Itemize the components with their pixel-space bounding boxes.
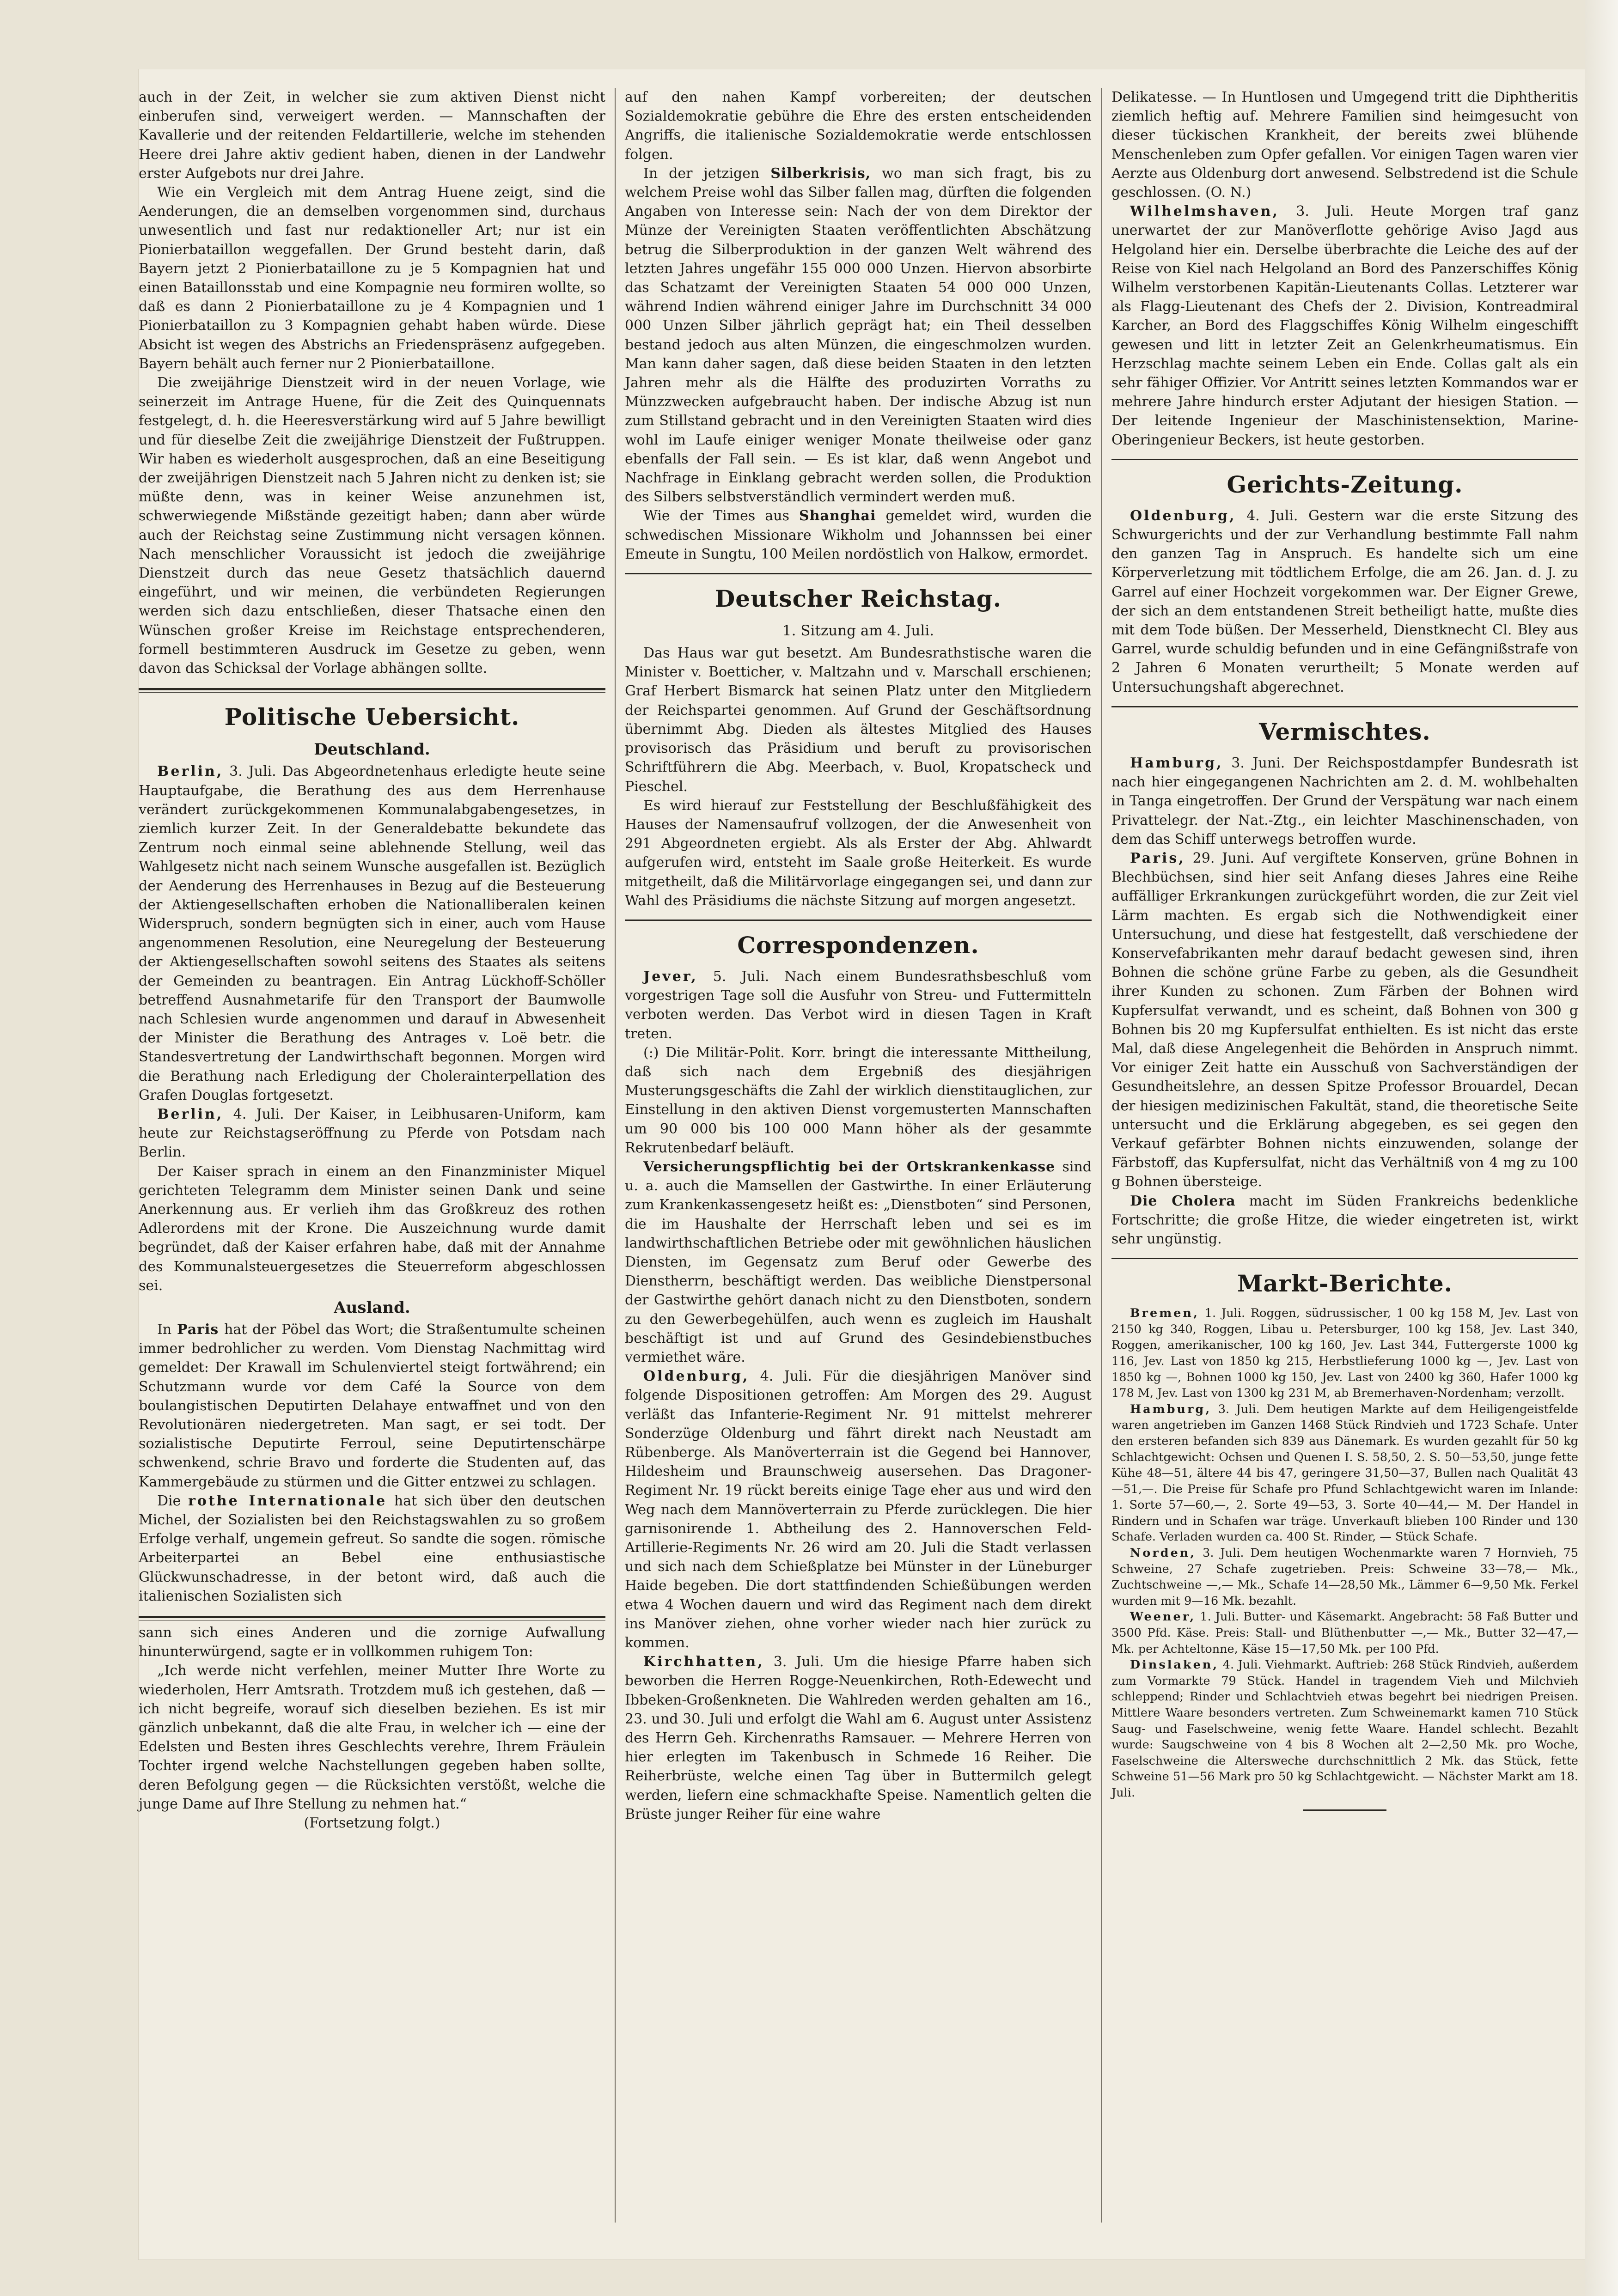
market-report-item <box>1111 1401 1578 1545</box>
news-text: 1. Juli. Butter- und Käsemarkt. Angebracht: 58 Faß Butter und 3500 Pfd. Käse. Preis: Stall- und Blüthenbutter —,— Mk., Butter 32—47,— Mk. per Achteltonne, Käse 15—17,50 Mk. per 100 Pfd. <box>1111 1610 1578 1656</box>
news-item-berlin-2 <box>139 1105 605 1162</box>
news-text: Wie der Times aus <box>643 508 800 524</box>
news-text: 3. Juli. Dem heutigen Markte auf dem Heiligengeistfelde waren angetrieben im Ganzen 1468 Stück Rindvieh und 1723 Schafe. Unter den ersteren befanden sich 839 aus Dänemark. Es wurden gezahlt für 50 kg Schlachtgewicht: Ochsen und Quenen I. S. 58,50, 2. S. 50—53,50, junge fette Kühe 48—51, ältere 44 bis 47, geringere 31,50—37, Bullen nach Qualität 43—51,—. Die Preise für Schafe pro Pfund Schlachtgewicht waren im Inlande: 1. Sorte 57—60,—, 2. Sorte 49—53, 3. Sorte 40—44,— M. Der Handel in Rindern und in Schafen war träge. Unverkauft blieben 100 Rinder und 130 Schafe. Verladen wurden ca. 400 St. Rinder, — Stück Schafe. <box>1111 1402 1578 1544</box>
news-item-hamburg <box>1111 754 1578 849</box>
dateline-place: Paris, <box>1130 850 1185 866</box>
news-item-gericht-oldenburg <box>1111 506 1578 697</box>
section-rule <box>1111 1258 1578 1259</box>
market-report-item <box>1111 1305 1578 1401</box>
section-heading-correspondenzen: Correspondenzen. <box>737 931 979 959</box>
news-text: 3. Juli. Das Abgeordnetenhaus erledigte heute seine Hauptaufgabe, die Berathung des aus dem Herrenhause verändert zurückgekommenen Kommunalabgabengesetzes, in ziemlich kurzer Zeit. In der Generaldebatte bekundete das Zentrum noch einmal seine ablehnende Stellung, weil das Wahlgesetz nicht nach seinem Wunsche ausgefallen ist. Bezüglich der Aenderung des Herrenhauses in Bezug auf die Besteuerung der Aktiengesellschaften erhoben die Nationalliberalen keinen Widerspruch, sondern begnügten sich in einer, auch vom Hause angenommenen Resolution, eine Neuregelung der Besteuerung der Aktiengesellschaften sowohl seitens des Staates als seitens der Gemeinden zu beantragen. Ein Antrag Lückhoff-Schöller betreffend Ausnahmetarife für den Transport der Baumwolle nach Schlesien wurde angenommen und darauf in Abwesenheit der Minister die Berathung des Antrages v. Loë betr. die Standesvertretung der Landwirthschaft begonnen. Morgen wird die Berathung nach Erledigung der Cholerainterpellation des Grafen Douglas fortgesetzt. <box>139 763 605 1103</box>
news-item-internationale <box>139 1492 605 1606</box>
dateline-place: Hamburg, <box>1130 1402 1212 1416</box>
news-item-silberkrisis <box>625 164 1092 507</box>
news-text: In der jetzigen <box>643 165 771 182</box>
section-rule <box>1111 706 1578 707</box>
dateline-place: Dinslaken, <box>1130 1658 1219 1672</box>
dateline-place: Kirchhatten, <box>643 1654 764 1670</box>
market-report-item <box>1111 1545 1578 1609</box>
keyword-bold: Silberkrisis, <box>770 165 871 182</box>
subheading-ausland: Ausland. <box>334 1298 410 1317</box>
news-text: 3. Juli. Dem heutigen Wochenmarkte waren 7 Hornvieh, 75 Schweine, 27 Schafe zugetrieben. Preis: Schweine 33—78,— Mk., Zuchtschweine —,— Mk., Schafe 14—28,50 Mk., Lämmer 6—9,50 Mk. Ferkel wurden mit 9—16 Mk. bezahlt. <box>1111 1546 1578 1608</box>
news-text: 5. Juli. Nach einem Bundesrathsbeschluß vom vorgestrigen Tage soll die Ausfuhr von Streu- und Futtermitteln verboten werden. Das Verbot wird in diesen Tagen in Kraft treten. <box>625 968 1092 1042</box>
market-report-item <box>1111 1609 1578 1657</box>
news-item-kaiser: Der Kaiser sprach in einem an den Finanzminister Miquel gerichteten Telegramm dem Minister seinen Dank und seine Anerkennung aus. Er verlieh ihm das Großkreuz des rothen Adlerordens mit der Krone. Die Auszeichnung wurde damit begründet, daß der Kaiser erfahren habe, daß mit der Annahme des Kommunalsteuergesetzes die Steuerreform abgeschlossen sei. <box>139 1163 605 1294</box>
market-reports <box>1111 1305 1578 1801</box>
dateline-place: Hamburg, <box>1130 755 1223 771</box>
market-report-item <box>1111 1657 1578 1801</box>
feuilleton-rule <box>139 1616 605 1620</box>
continuation-note: (Fortsetzung folgt.) <box>304 1815 440 1832</box>
column-divider <box>1101 88 1102 2223</box>
dateline-place: Norden, <box>1130 1546 1197 1560</box>
article-paragraph: Wie ein Vergleich mit dem Antrag Huene zeigt, sind die Aenderungen, die an demselben vorgenommen sind, durchaus unwesentlich und fast nur redaktioneller Art; nur ist ein Pionierbataillon weggefallen. Der Grund besteht darin, daß Bayern jetzt 2 Pionierbataillone zu je 5 Kompagnien hat und einen Bataillonsstab und eine Kompagnie neu formiren wollte, so daß es dann 2 Pionierbataillone zu je 4 Kompagnien und 1 Pionierbataillon zu 3 Kompagnien gehabt haben würde. Diese Absicht ist wegen des Abstrichs an Friedenspräsenz aufgegeben. Bayern behält auch ferner nur 2 Pionierbataillone. <box>139 184 605 372</box>
news-item-jever <box>625 967 1092 1043</box>
news-item-versicherung <box>625 1157 1092 1367</box>
keyword-bold: rothe Internationale <box>188 1492 387 1509</box>
news-text: 3. Juli. Heute Morgen traf ganz unerwartet der zur Manöverflotte gehörige Aviso Jagd aus Helgoland hier ein. Derselbe überbrachte die Leiche des auf der Reise von Kiel nach Helgoland an Bord des Panzerschiffes König Wilhelm verstorbenen Kapitän-Lieutenants Collas. Letzterer war als Flagg-Lieutenant des Chefs der 2. Division, Kontreadmiral Karcher, an Bord des Flaggschiffes König Wilhelm eingeschifft gewesen und litt in letzter Zeit an Gelenkrheumatismus. Ein Herzschlag machte seinem Leben ein Ende. Collas galt als ein sehr fähiger Offizier. Vor Antritt seines letzten Kommandos war er mehrere Jahre hindurch erster Adjutant der hiesigen Station. — Der leitende Ingenieur der Maschinistensektion, Marine-Oberingenieur Beckers, ist heute gestorben. <box>1111 203 1578 448</box>
news-item-paris-konserven <box>1111 849 1578 1192</box>
dateline-place: Jever, <box>643 968 698 985</box>
column-2 <box>625 88 1092 1824</box>
news-text: 4. Juli. Für die diesjährigen Manöver sind folgende Dispositionen getroffen: Am Morgen des 29. August verläßt das Infanterie-Regiment Nr. 91 mittelst mehrerer Sonderzüge Oldenburg und fährt direkt nach Neustadt am Rübenberge. Als Manöverterrain ist die Gegend bei Hannover, Hildesheim und Braunschweig ausersehen. Das Dragoner-Regiment Nr. 19 rückt bereits einige Tage eher aus und wird den Weg nach dem Mannöverterrain zu Pferde zurücklegen. Die hier garnisonirende 1. Abtheilung des 2. Hannoverschen Feld-Artillerie-Regiments Nr. 26 wird am 20. Juli die Stadt verlassen und sich nach dem Schießplatze bei Münster in der Lüneburger Haide begeben. Die dort stattfindenden Schießübungen werden etwa 4 Wochen dauern und wird das Regiment nach dem direkt ins Manöver ziehen, ohne vorher wieder nach hier zurück zu kommen. <box>625 1368 1092 1651</box>
news-text: wo man sich fragt, bis zu welchem Preise wohl das Silber fallen mag, dürften die folgenden Angaben von Interesse sein: Nach der von dem Direktor der Münze der Vereinigten Staaten veröffentlichten Abschätzung betrug die Silberproduktion in der ganzen Welt während des letzten Jahres ungefähr 155 000 000 Unzen. Hiervon absorbirte das Schatzamt der Vereinigten Staaten 54 000 000 Unzen, während Indien während einiger Jahre im Durchschnitt 34 000 000 Unzen Silber jährlich geprägt hat; ein Theil desselben bestand jedoch aus alten Münzen, die eingeschmolzen wurden. Man kann daher sagen, daß diese beiden Staaten in den letzten Jahren mehr als die Hälfte des produzirten Vorraths zu Münzzwecken aufgebraucht haben. Der indische Abzug ist nun zum Stillstand gebracht und in den Vereinigten Staaten wird dies wohl im Laufe einiger weniger Monate theilweise oder ganz ebenfalls der Fall sein. — Es ist klar, daß wenn Angebot und Nachfrage in Einklang gebracht werden sollen, die Produktion des Silbers selbstverständlich vermindert werden muß. <box>625 165 1092 505</box>
article-paragraph: Die zweijährige Dienstzeit wird in der neuen Vorlage, wie seinerzeit im Antrage Huene, für die Zeit des Quinquennats festgelegt, d. h. die Heeresverstärkung wird auf 5 Jahre bewilligt und für dieselbe Zeit die zweijährige Dienstzeit der Fußtruppen. Wir haben es wiederholt ausgesprochen, daß an eine Beseitigung der zweijährigen Dienstzeit nach 5 Jahren nicht zu denken ist; sie müßte denn, was in keiner Weise anzunehmen ist, schwerwiegende Mißstände gezeitigt haben; dann aber würde auch der Reichstag seine Zustimmung nicht versagen können. Nach menschlicher Voraussicht ist jedoch die zweijährige Dienstzeit durch das neue Gesetz thatsächlich dauernd eingeführt, und wir meinen, die verbündeten Regierungen werden sich dazu entschließen, dieser Thatsache einen den Wünschen großer Kreise im Reichstage entsprechenderen, formell bestimmteren Ausdruck im Gesetze zu geben, wenn davon das Schicksal der Vorlage abhängen sollte. <box>139 375 605 677</box>
news-text: macht im Süden Frankreichs bedenkliche Fortschritte; die große Hitze, die wieder eingetreten ist, wirkt sehr ungünstig. <box>1111 1193 1578 1247</box>
section-heading-vermischtes: Vermischtes. <box>1259 718 1431 745</box>
news-item-militaer: (:) Die Militär-Polit. Korr. bringt die interessante Mittheilung, daß sich nach dem Ergebniß des diesjährigen Musterungsgeschäfts die Zahl der wirklich dienstitauglichen, zur Einstellung in den aktiven Dienst vorgemusterten Mannschaften um 90 000 bis 100 000 Mann höher als der gesammte Rekrutenbedarf beläuft. <box>625 1044 1092 1156</box>
news-text: 3. Juni. Der Reichspostdampfer Bundesrath ist nach hier eingegangenen Nachrichten am 2. d. M. wohlbehalten in Tanga eingetroffen. Der Grund der Verspätung war nach einem Privattelegr. der Nat.-Ztg., ein leichter Maschinenschaden, von dem das Schiff unterwegs betroffen wurde. <box>1111 755 1578 847</box>
page-edge <box>1585 0 1618 2296</box>
session-line: 1. Sitzung am 4. Juli. <box>782 622 934 639</box>
section-rule <box>625 920 1092 921</box>
dateline-place: Berlin, <box>157 763 224 780</box>
feuilleton-paragraph: „Ich werde nicht verfehlen, meiner Mutter Ihre Worte zu wiederholen, Herr Amtsrath. Trotzdem muß ich gestehen, daß — ich nicht begreife, worauf sich dieselben beziehen. Es ist mir gänzlich unbekannt, daß die alte Frau, in welcher ich — eine der Edelsten und Besten ihres Geschlechts verehre, Ihrem Fräulein Tochter irgend welche Nachstellungen gegeben haben sollte, deren Befolgung gegen — die Rücksichten verstößt, welche die junge Dame auf Ihre Stellung zu nehmen hat.“ <box>139 1663 605 1812</box>
news-text: hat der Pöbel das Wort; die Straßentumulte scheinen immer bedrohlicher zu werden. Vom Dienstag Nachmittag wird gemeldet: Der Krawall im Schulenviertel steigt fortwährend; ein Schutzmann wurde vor dem Café la Source von dem boulangistischen Deputirten Delahaye entwaffnet und von den Revolutionären niedergetreten. Man sagt, er sei todt. Der sozialistische Deputirte Ferroul, seine Deputirtenschärpe schwenkend, schrie Bravo und forderte die Studenten auf, das Kammergebäude zu stürmen und die Gitter entzwei zu schlagen. <box>139 1321 605 1490</box>
dateline-place: Wilhelmshaven, <box>1130 203 1279 220</box>
news-text: hat sich über den deutschen Michel, der Sozialisten bei den Reichstagswahlen zu so großem Erfolge verhalf, ungemein gefreut. So sandte die sogen. römische Arbeiterpartei an Bebel eine enthusiastische Glückwunschadresse, in der betont wird, daß auch die italienischen Sozialisten sich <box>139 1492 605 1604</box>
section-rule <box>139 688 605 693</box>
news-item-berlin-1 <box>139 762 605 1105</box>
news-text: In <box>157 1321 177 1338</box>
feuilleton-paragraph: sann sich eines Anderen und die zornige Aufwallung hinunterwürgend, sagte er in vollkommen ruhigem Ton: <box>139 1625 605 1660</box>
article-paragraph: Es wird hierauf zur Feststellung der Beschlußfähigkeit des Hauses der Namensaufruf vollzogen, der die Anwesenheit von 291 Abgeordneten ergiebt. Als als Erster der Abg. Ahlwardt aufgerufen wird, entsteht im Saale große Heiterkeit. Es wurde mitgetheilt, daß die Militärvorlage eingegangen sei, und dann zur Wahl des Präsidiums die nächste Sitzung auf morgen angesetzt. <box>625 797 1092 909</box>
article-paragraph: Delikatesse. — In Huntlosen und Umgegend tritt die Diphtheritis ziemlich heftig auf. Mehrere Familien sind heimgesucht von dieser tückischen Krankheit, der bereits zwei blühende Menschenleben zum Opfer gefallen. Vor einigen Tagen waren vier Aerzte aus Oldenburg dort anwesend. Selbstredend ist die Schule geschlossen. (O. N.) <box>1111 89 1578 201</box>
dateline-place: Oldenburg, <box>643 1368 750 1385</box>
section-rule <box>625 573 1092 574</box>
section-heading-reichstag: Deutscher Reichstag. <box>714 585 1002 613</box>
dateline-place: Berlin, <box>157 1106 224 1122</box>
news-item-paris <box>139 1320 605 1492</box>
news-text: Die <box>157 1492 189 1509</box>
column-divider <box>615 88 616 2223</box>
news-item-oldenburg <box>625 1367 1092 1652</box>
dateline-place: Bremen, <box>1130 1306 1199 1321</box>
section-heading-politische-uebersicht: Politische Uebersicht. <box>224 703 520 731</box>
end-rule <box>1303 1809 1386 1811</box>
column-1 <box>139 88 605 1833</box>
section-rule <box>1111 459 1578 460</box>
news-text: 1. Juli. Roggen, südrussischer, 1 00 kg 158 M, Jev. Last von 2150 kg 340, Roggen, Libau u. Petersburger, 100 kg 158, Jev. Last 340, Roggen, amerikanischer, 100 kg 160, Jev. Last 344, Futtergerste 1000 kg 116, Jev. Last von 1850 kg 215, Herbstlieferung 1000 kg —, Jev. Last von 1850 kg —, Bohnen 1000 kg 150, Jev. Last von 2400 kg 360, Hafer 1000 kg 178 M, Jev. Last von 1300 kg 231 M, ab Bremerhaven-Nordenham; verzollt. <box>1111 1306 1578 1401</box>
newspaper-page <box>139 69 1585 2259</box>
article-paragraph: auf den nahen Kampf vorbereiten; der deutschen Sozialdemokratie gebühre die Ehre des ersten entscheidenden Angriffs, die italienische Sozialdemokratie werde entschlossen folgen. <box>625 89 1092 163</box>
article-paragraph: Das Haus war gut besetzt. Am Bundesrathstische waren die Minister v. Boetticher, v. Maltzahn und v. Marschall erschienen; Graf Herbert Bismarck hat seinen Platz unter den Mitgliedern der Reichspartei genommen. Auf Grund der Geschäftsordnung übernimmt Abg. Dieden als ältestes Mitglied des Hauses provisorisch das Präsidium und beruft zu provisorischen Schriftführern die Abg. Meerbach, v. Buol, Kropatscheck und Pieschel. <box>625 645 1092 795</box>
news-text: 29. Juni. Auf vergiftete Konserven, grüne Bohnen in Blechbüchsen, sind hier seit Anfang dieses Jahres eine Reihe auffälliger Erkrankungen zurückgeführt worden, die zur Zeit viel Lärm machten. Es ergab sich die Nothwendigkeit einer Untersuchung, und diese hat festgestellt, daß verschiedene der Konservefabrikanten mehr darauf bedacht gewesen sind, ihren Bohnen die schöne grüne Farbe zu geben, als die Gesundheit ihrer Kunden zu schonen. Zum Färben der Bohnen wird Kupfersulfat verwandt, und es scheint, daß Bohnen von 300 g Bohnen bis 20 mg Kupfersulfat enthielten. Es ist nicht das erste Mal, daß diese Angelegenheit die Behörden in Anspruch nimmt. Vor einiger Zeit hatte ein Ausschuß von Sachverständigen der Gesundheitslehre, an dessen Spitze Professor Brouardel, Decan der hiesigen medizinischen Fakultät, stand, die theoretische Seite untersucht und die Erklärung abgegeben, es sei gegen den Verkauf gefärbter Bohnen nichts einzuwenden, solange der Färbstoff, das Kupfersulfat, nicht das Verhältniß von 4 mg zu 100 g Bohnen übersteige. <box>1111 850 1578 1190</box>
subheading-deutschland: Deutschland. <box>314 740 430 759</box>
news-item-cholera <box>1111 1192 1578 1249</box>
news-text: 4. Juli. Viehmarkt. Auftrieb: 268 Stück Rindvieh, außerdem zum Vormarkte 79 Stück. Handel in tragendem Vieh und Milchvieh schleppend; Rinder und Schlachtvieh etwas begehrt bei niedrigen Preisen. Mittlere Waare besonders vertreten. Zum Schweinemarkt kamen 710 Stück Saug- und Faselschweine, wenig fette Waare. Handel schlecht. Bezahlt wurde: Saugschweine von 4 bis 8 Wochen alt 2—2,50 Mk. pro Woche, Faselschweine die Altersweche durchschnittlich 2 Mk. das Stück, fette Schweine 51—56 Mark pro 50 kg Schlachtgewicht. — Nächster Markt am 18. Juli. <box>1111 1658 1578 1800</box>
article-paragraph: auch in der Zeit, in welcher sie zum aktiven Dienst nicht einberufen sind, verweigert werden. — Mannschaften der Kavallerie und der reitenden Feldartillerie, welche im stehenden Heere drei Jahre aktiv gedient haben, dienen in der Landwehr erster Aufgebots nur drei Jahre. <box>139 89 605 182</box>
column-3 <box>1111 88 1578 1819</box>
news-text: gemeldet wird, wurden die schwedischen Missionare Wikholm und Johannssen bei einer Emeute in Sungtu, 100 Meilen nordöstlich von Halkow, ermordet. <box>625 508 1092 562</box>
news-item-kirchhatten <box>625 1652 1092 1824</box>
dateline-place: Weener, <box>1130 1610 1196 1624</box>
news-item-wilhelmshaven <box>1111 202 1578 450</box>
news-text: sind u. a. auch die Mamsellen der Gastwirthe. In einer Erläuterung zum Krankenkassengesetz heißt es: „Dienstboten“ sind Personen, die im Haushalte der Herrschaft leben und sei es im landwirthschaftlichen Betriebe oder mit gewöhnlichen häuslichen Diensten, im Gegensatz zum Beruf oder Gewerbe des Dienstherrn, beschäftigt werden. Das weibliche Dienstpersonal der Gastwirthe gehört danach nicht zu den Dienstboten, sondern zu den Gewerbegehülfen, auch wenn es zugleich im Haushalt beschäftigt ist und auf Grund des Gesindebienstbuches vermiethet wäre. <box>625 1158 1092 1365</box>
keyword-bold: Die Cholera <box>1130 1193 1236 1209</box>
news-text: 4. Juli. Der Kaiser, in Leibhusaren-Uniform, kam heute zur Reichstagseröffnung zu Pferde von Potsdam nach Berlin. <box>139 1106 605 1161</box>
news-item-shanghai <box>625 506 1092 564</box>
news-text: 3. Juli. Um die hiesige Pfarre haben sich beworben die Herren Rogge-Neuenkirchen, Roth-Edewecht und Ibbeken-Großenkneten. Die Wahlreden werden gehalten am 16., 23. und 30. Juli und erfolgt die Wahl am 6. August unter Assistenz des Herrn Geh. Kirchenraths Ramsauer. — Mehrere Herren von hier erlegten im Takenbusch in Schmede 16 Reiher. Die Reiherbrüste, welche einen Tag über in Buttermilch gelegt werden, liefern eine schmackhafte Speise. Namentlich gelten die Brüste junger Reiher für eine wahre <box>625 1654 1092 1822</box>
section-heading-markt-berichte: Markt-Berichte. <box>1237 1270 1453 1297</box>
keyword-bold: Shanghai <box>799 508 876 524</box>
dateline-place: Oldenburg, <box>1130 507 1236 524</box>
section-heading-gerichts-zeitung: Gerichts-Zeitung. <box>1227 470 1463 498</box>
dateline-place: Paris <box>177 1321 219 1338</box>
keyword-bold: Versicherungspflichtig bei der Ortskrankenkasse <box>643 1158 1056 1175</box>
news-text: 4. Juli. Gestern war die erste Sitzung des Schwurgerichts und der zur Verhandlung bestimmte Fall nahm den ganzen Tag in Anspruch. Es handelte sich um eine Körperverletzung mit tödtlichem Erfolge, die am 26. Jan. d. J. zu Garrel auf einer Hochzeit vorgekommen war. Der Eigner Grewe, der sich an dem entstandenen Streit betheiligt hatte, mußte dies mit dem Tode büßen. Der Messerheld, Dienstknecht Cl. Bley aus Garrel, wurde schuldig befunden und in eine Gefängnißstrafe von 2 Jahren 6 Monaten verurtheilt; 5 Monate werden auf Untersuchungshaft abgerechnet. <box>1111 507 1578 695</box>
